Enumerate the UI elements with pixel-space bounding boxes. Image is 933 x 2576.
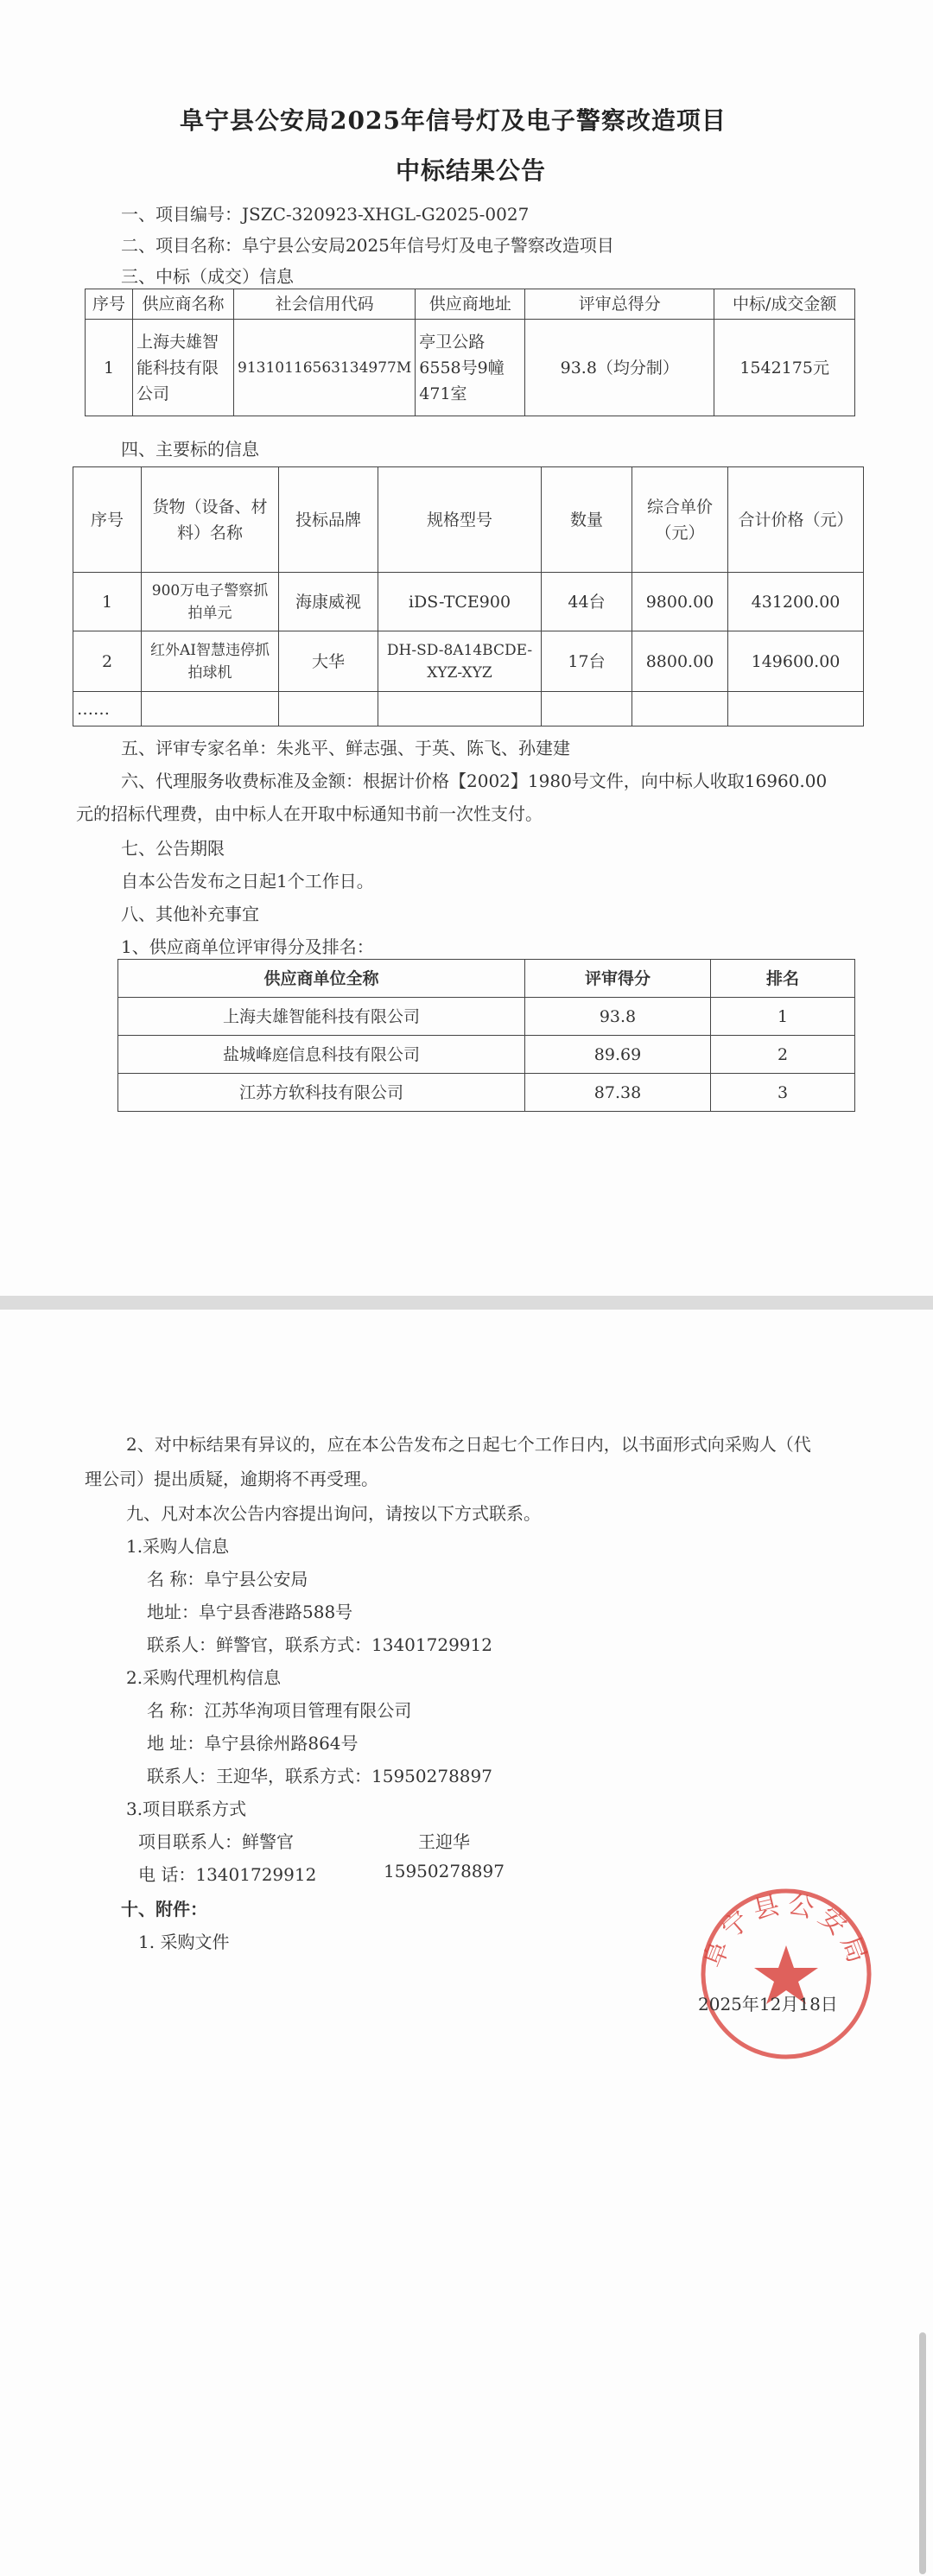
header-cell: 评审得分 [525, 960, 711, 998]
official-seal-icon [695, 1883, 877, 2065]
cell-score: 87.38 [525, 1074, 711, 1112]
agency-contact: 联系人：王迎华，联系方式：15950278897 [147, 1766, 492, 1786]
header-cell: 排名 [711, 960, 855, 998]
agency-name: 名 称：江苏华洵项目管理有限公司 [147, 1700, 412, 1721]
cell-qty: 44台 [542, 573, 632, 631]
page-separator [0, 1296, 933, 1310]
cell-total: 149600.00 [728, 631, 864, 692]
seal-text: 阜宁县公安局 [698, 1888, 874, 1972]
header-cell: 投标品牌 [279, 467, 378, 573]
project-phone2: 15950278897 [384, 1861, 505, 1881]
cell-rank: 2 [711, 1036, 855, 1074]
header-cell: 货物（设备、材料）名称 [142, 467, 279, 573]
table-row [86, 289, 855, 320]
purchaser-name: 名 称：阜宁县公安局 [147, 1569, 308, 1589]
table-row [118, 1074, 855, 1112]
other-matters-heading: 八、其他补充事宜 [121, 904, 259, 924]
cell-goods-name: 900万电子警察抓拍单元 [142, 573, 279, 631]
cell-supplier-name: 盐城峰庭信息科技有限公司 [118, 1036, 525, 1074]
project-contact-person2: 王迎华 [418, 1831, 470, 1852]
table-row [73, 467, 864, 573]
purchaser-address: 地址：阜宁县香港路588号 [147, 1602, 353, 1622]
attachments-heading: 十、附件： [121, 1899, 207, 1919]
cell-supplier-name: 上海夫雄智能科技有限公司 [133, 320, 234, 416]
header-cell: 中标/成交金额 [714, 289, 855, 320]
cell-unit-price: 8800.00 [632, 631, 728, 692]
expert-list: 五、评审专家名单：朱兆平、鲜志强、于英、陈飞、孙建建 [121, 738, 570, 758]
issue-date: 2025年12月18日 [698, 1994, 838, 2014]
header-cell: 规格型号 [378, 467, 542, 573]
agency-address: 地 址：阜宁县徐州路864号 [147, 1733, 359, 1754]
doc-subtitle: 中标结果公告 [396, 156, 547, 185]
cell-total: 431200.00 [728, 573, 864, 631]
project-contact-title: 3.项目联系方式 [126, 1799, 247, 1819]
header-cell: 供应商地址 [416, 289, 525, 320]
table-row [118, 998, 855, 1036]
header-cell: 合计价格（元） [728, 467, 864, 573]
goods-table [73, 466, 864, 726]
winner-table [85, 289, 855, 416]
contact-heading: 九、凡对本次公告内容提出询问，请按以下方式联系。 [126, 1503, 541, 1524]
cell-qty: 17台 [542, 631, 632, 692]
cell-supplier-name: 上海夫雄智能科技有限公司 [118, 998, 525, 1036]
table-row [73, 573, 864, 631]
cell-supplier-name: 江苏方软科技有限公司 [118, 1074, 525, 1112]
header-cell: 序号 [73, 467, 142, 573]
cell-rank: 1 [711, 998, 855, 1036]
objection-line1: 2、对中标结果有异议的，应在本公告发布之日起七个工作日内，以书面形式向采购人（代 [126, 1434, 811, 1455]
project-name: 二、项目名称：阜宁县公安局2025年信号灯及电子警察改造项目 [121, 235, 614, 256]
cell-rank: 3 [711, 1074, 855, 1112]
scrollbar[interactable] [919, 2332, 926, 2574]
header-cell: 供应商单位全称 [118, 960, 525, 998]
cell-credit-code: 91310116563134977M [234, 320, 416, 416]
attachment-item: 1. 采购文件 [138, 1932, 230, 1952]
table-row [73, 692, 864, 726]
ranking-table [117, 959, 855, 1112]
header-cell: 供应商名称 [133, 289, 234, 320]
cell-unit-price: 9800.00 [632, 573, 728, 631]
cell-brand: 大华 [279, 631, 378, 692]
table-row [86, 320, 855, 416]
cell-model: DH-SD-8A14BCDE-XYZ-XYZ [378, 631, 542, 692]
cell-score: 93.8 [525, 998, 711, 1036]
cell-amount: 1542175元 [714, 320, 855, 416]
agency-fee-line1: 六、代理服务收费标准及金额：根据计价格【2002】1980号文件，向中标人收取16960.00 [121, 771, 828, 791]
agency-fee-line2: 元的招标代理费，由中标人在开取中标通知书前一次性支付。 [76, 803, 543, 824]
project-phone: 电 话：13401729912 [138, 1864, 317, 1885]
project-contact-people: 项目联系人：鲜警官 [138, 1831, 294, 1852]
header-cell: 数量 [542, 467, 632, 573]
doc-title: 阜宁县公安局2025年信号灯及电子警察改造项目 [180, 106, 727, 135]
purchaser-contact: 联系人：鲜警官，联系方式：13401729912 [147, 1634, 492, 1655]
table-row [118, 960, 855, 998]
project-number: 一、项目编号：JSZC-320923-XHGL-G2025-0027 [121, 204, 530, 225]
table-row [118, 1036, 855, 1074]
main-goods-heading: 四、主要标的信息 [121, 439, 259, 460]
purchaser-title: 1.采购人信息 [126, 1536, 230, 1557]
table-row [73, 631, 864, 692]
cell-model: iDS-TCE900 [378, 573, 542, 631]
ranking-heading: 1、供应商单位评审得分及排名： [121, 936, 374, 957]
header-cell: 社会信用代码 [234, 289, 416, 320]
header-cell: 评审总得分 [525, 289, 714, 320]
header-cell: 综合单价（元） [632, 467, 728, 573]
objection-line2: 理公司）提出质疑，逾期将不再受理。 [85, 1469, 378, 1489]
cell-score: 89.69 [525, 1036, 711, 1074]
cell-score: 93.8（均分制） [525, 320, 714, 416]
cell-no: 1 [73, 573, 142, 631]
notice-period-text: 自本公告发布之日起1个工作日。 [121, 871, 374, 891]
header-cell: 序号 [86, 289, 133, 320]
notice-period-heading: 七、公告期限 [121, 838, 225, 859]
winner-info-heading: 三、中标（成交）信息 [121, 266, 294, 287]
cell-address: 亭卫公路6558号9幢471室 [416, 320, 525, 416]
cell-no: 2 [73, 631, 142, 692]
cell-more: …… [73, 692, 142, 726]
cell-no: 1 [86, 320, 133, 416]
agency-title: 2.采购代理机构信息 [126, 1667, 282, 1688]
cell-goods-name: 红外AI智慧违停抓拍球机 [142, 631, 279, 692]
cell-brand: 海康威视 [279, 573, 378, 631]
